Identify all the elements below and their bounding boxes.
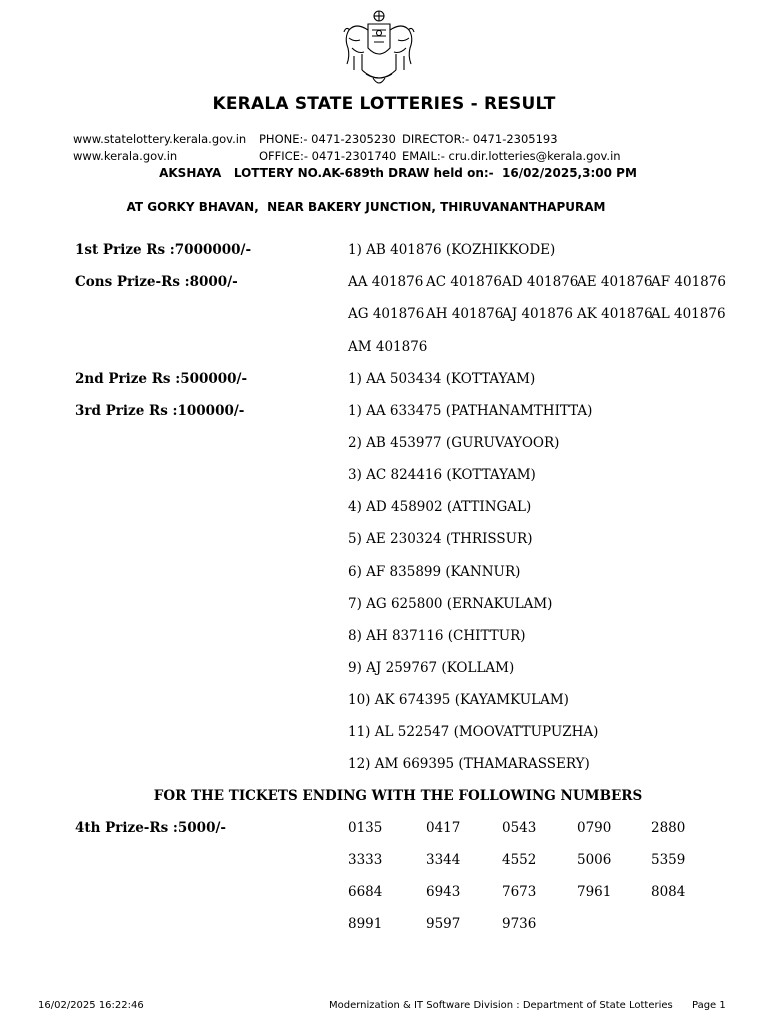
third-prize-winner: 3) AC 824416 (KOTTAYAM) xyxy=(348,467,536,483)
footer-page-number: Page 1 xyxy=(692,1000,726,1011)
fourth-prize-number: 6943 xyxy=(426,884,461,900)
fourth-prize-number: 3333 xyxy=(348,852,383,868)
fourth-prize-number: 8084 xyxy=(651,884,686,900)
director-number: DIRECTOR:- 0471-2305193 xyxy=(402,132,558,146)
fourth-prize-number: 0790 xyxy=(577,820,612,836)
kerala-emblem xyxy=(340,8,418,90)
third-prize-winner: 10) AK 674395 (KAYAMKULAM) xyxy=(348,692,569,708)
second-prize-winner: 1) AA 503434 (KOTTAYAM) xyxy=(348,371,536,387)
cons-ticket: AC 401876 xyxy=(426,274,502,290)
page-title: KERALA STATE LOTTERIES - RESULT xyxy=(212,94,556,114)
third-prize-winner: 4) AD 458902 (ATTINGAL) xyxy=(348,499,532,515)
footer-division: Modernization & IT Software Division : Department of State Lotteries xyxy=(329,1000,673,1011)
cons-ticket: AL 401876 xyxy=(651,306,726,322)
ending-numbers-heading: FOR THE TICKETS ENDING WITH THE FOLLOWING NUMBERS xyxy=(153,788,643,804)
second-prize-label: 2nd Prize Rs :500000/- xyxy=(75,371,248,387)
fourth-prize-number: 7673 xyxy=(502,884,537,900)
fourth-prize-label: 4th Prize-Rs :5000/- xyxy=(75,820,227,836)
fourth-prize-number: 6684 xyxy=(348,884,383,900)
draw-venue: AT GORKY BHAVAN, NEAR BAKERY JUNCTION, THIRUVANANTHAPURAM xyxy=(126,200,606,214)
cons-ticket: AE 401876 xyxy=(577,274,653,290)
first-prize-label: 1st Prize Rs :7000000/- xyxy=(75,242,252,258)
third-prize-winner: 9) AJ 259767 (KOLLAM) xyxy=(348,660,515,676)
office-number: OFFICE:- 0471-2301740 xyxy=(259,149,397,163)
third-prize-winner: 7) AG 625800 (ERNAKULAM) xyxy=(348,596,553,612)
fourth-prize-number: 0135 xyxy=(348,820,383,836)
website-link-primary[interactable]: www.statelottery.kerala.gov.in xyxy=(73,132,247,146)
third-prize-winner: 5) AE 230324 (THRISSUR) xyxy=(348,531,533,547)
fourth-prize-number: 9736 xyxy=(502,916,537,932)
cons-ticket: AJ 401876 xyxy=(502,306,573,322)
fourth-prize-number: 0543 xyxy=(502,820,537,836)
third-prize-winner: 12) AM 669395 (THAMARASSERY) xyxy=(348,756,590,772)
third-prize-winner: 1) AA 633475 (PATHANAMTHITTA) xyxy=(348,403,593,419)
third-prize-winner: 2) AB 453977 (GURUVAYOOR) xyxy=(348,435,560,451)
draw-info: AKSHAYA LOTTERY NO.AK-689th DRAW held on:- 16/02/2025,3:00 PM xyxy=(159,166,637,180)
cons-ticket: AK 401876 xyxy=(577,306,653,322)
fourth-prize-number: 5006 xyxy=(577,852,612,868)
fourth-prize-number: 0417 xyxy=(426,820,461,836)
cons-prize-label: Cons Prize-Rs :8000/- xyxy=(75,274,238,290)
fourth-prize-number: 9597 xyxy=(426,916,461,932)
cons-ticket: AA 401876 xyxy=(348,274,424,290)
fourth-prize-number: 5359 xyxy=(651,852,686,868)
third-prize-winner: 6) AF 835899 (KANNUR) xyxy=(348,564,521,580)
email-address: EMAIL:- cru.dir.lotteries@kerala.gov.in xyxy=(402,149,621,163)
fourth-prize-number: 4552 xyxy=(502,852,537,868)
third-prize-winner: 8) AH 837116 (CHITTUR) xyxy=(348,628,526,644)
cons-ticket: AG 401876 xyxy=(348,306,425,322)
third-prize-winner: 11) AL 522547 (MOOVATTUPUZHA) xyxy=(348,724,599,740)
phone-number: PHONE:- 0471-2305230 xyxy=(259,132,396,146)
first-prize-winner: 1) AB 401876 (KOZHIKKODE) xyxy=(348,242,556,258)
cons-ticket: AF 401876 xyxy=(651,274,726,290)
cons-ticket: AD 401876 xyxy=(502,274,579,290)
third-prize-label: 3rd Prize Rs :100000/- xyxy=(75,403,245,419)
fourth-prize-number: 3344 xyxy=(426,852,461,868)
fourth-prize-number: 2880 xyxy=(651,820,686,836)
fourth-prize-number: 8991 xyxy=(348,916,383,932)
website-link-secondary[interactable]: www.kerala.gov.in xyxy=(73,149,178,163)
cons-ticket: AM 401876 xyxy=(348,339,428,355)
footer-timestamp: 16/02/2025 16:22:46 xyxy=(38,1000,144,1011)
fourth-prize-number: 7961 xyxy=(577,884,612,900)
cons-ticket: AH 401876 xyxy=(426,306,504,322)
